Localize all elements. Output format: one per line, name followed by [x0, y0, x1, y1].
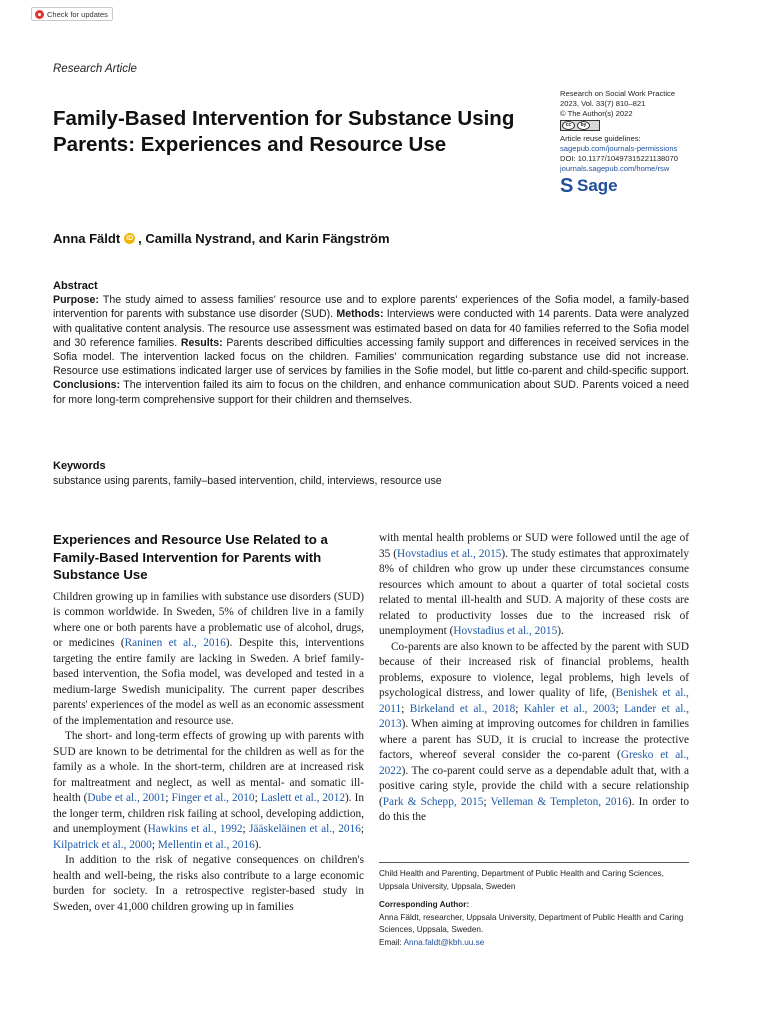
body-column-right	[379, 531, 689, 826]
corresponding-author-label: Corresponding Author:	[379, 900, 470, 909]
citation-link[interactable]: Mellentin et al., 2016	[157, 838, 255, 851]
author-list	[53, 231, 390, 246]
text: ).	[254, 838, 262, 851]
citation-link[interactable]: Jääskeläinen et al., 2016	[249, 823, 361, 835]
text: ;	[360, 823, 364, 835]
conclusions-text: The intervention failed its aim to focus on the children, and enhance communication about SUD. Parents voiced a need for more long-term comprehensive support for their children and themselves.	[53, 379, 689, 406]
text: ;	[483, 795, 491, 808]
citation-link[interactable]: Benishek et al., 2011	[379, 687, 690, 715]
body-paragraph	[379, 531, 689, 640]
purpose-label: Purpose:	[53, 294, 99, 307]
footnote	[379, 868, 689, 949]
crossmark-icon	[35, 10, 44, 19]
text: ;	[515, 702, 524, 715]
text: ). The co-parent could serve as a dependable adult that, with a positive caring style, provide the child with a secure relationship (	[379, 764, 689, 808]
email-line	[379, 937, 689, 950]
text: ). When aiming at improving outcomes for children in families where a parent has SUD, it is crucial to increase the protective factors, whereof several consider the co-parent (	[379, 718, 689, 761]
sage-s-icon: S	[560, 174, 574, 197]
footnote-divider	[379, 862, 689, 863]
text: ). In the longer term, children risk failing at school, developing addiction, and unemployment (	[53, 792, 364, 835]
text: ).	[557, 625, 564, 637]
citation-link[interactable]: Hovstadius et al., 2015	[397, 547, 502, 560]
text: ). The study estimates that approximately 8% of children who grow up under these circumstances consume resources which amount to about a quarter of total societal costs related to mental ill-health and SUD. A majority of these costs are related to productivity losses due to the increased risk of unemployment (	[379, 547, 689, 637]
text: with mental health problems or SUD were followed until the age of 35 (	[379, 532, 689, 560]
journal-issue: 2023, Vol. 33(7) 810–821	[560, 98, 646, 108]
check-for-updates-label: Check for updates	[47, 9, 108, 19]
methods-text: Interviews were conducted with 14 parents. Data were analyzed with qualitative content analysis. The resource use assessment was estimated based on data for 40 families referred to the Sofia model and 30 reference families.	[53, 308, 689, 349]
citation-link[interactable]: Finger et al., 2010	[171, 792, 255, 804]
citation-link[interactable]: Velleman & Templeton, 2016	[490, 795, 628, 808]
abstract-heading: Abstract	[53, 280, 98, 292]
text: ;	[401, 702, 410, 715]
article-type: Research Article	[53, 63, 137, 75]
citation-link[interactable]: Hawkins et al., 1992	[147, 823, 243, 835]
text: ;	[151, 838, 158, 851]
text: ;	[165, 792, 172, 804]
text: ;	[615, 702, 625, 715]
methods-label: Methods:	[336, 308, 384, 321]
doi[interactable]: DOI: 10.1177/10497315221138070	[560, 153, 678, 163]
citation-link[interactable]: Kahler et al., 2003	[523, 702, 616, 715]
results-text: Parents described difficulties accessing family support and differences in received services in the Sofia model. The intervention lacked focus on the children. Families' communication regarding substance use did not increase. Resource use estimations indicated larger use of services by families in the Sofie model, but little co-parent and child-specific support.	[53, 336, 689, 378]
citation-link[interactable]: Lander et al., 2013	[379, 702, 690, 730]
email-label: Email:	[379, 937, 404, 947]
journal-home-link[interactable]: journals.sagepub.com/home/rsw	[560, 163, 670, 173]
abstract-text	[53, 293, 689, 407]
citation-link[interactable]: Kilpatrick et al., 2000	[53, 838, 152, 851]
cc-license-icon[interactable]	[560, 120, 600, 131]
text: ). In order to do this the	[379, 795, 689, 823]
results-label: Results:	[180, 336, 223, 349]
copyright: © The Author(s) 2022	[560, 108, 633, 118]
body-paragraph	[53, 590, 364, 730]
sage-logo[interactable]	[560, 174, 740, 197]
sage-wordmark: Sage	[577, 176, 618, 196]
citation-link[interactable]: Hovstadius et al., 2015	[453, 625, 558, 637]
author-rest[interactable]: , Camilla Nystrand, and Karin Fängström	[138, 231, 390, 246]
section-title: Experiences and Resource Use Related to a Family-Based Intervention for Parents with Substance Use	[53, 532, 328, 582]
reuse-label: Article reuse guidelines:	[560, 134, 641, 144]
body-paragraph	[379, 640, 689, 826]
citation-link[interactable]: Dube et al., 2001	[87, 792, 166, 804]
orcid-icon[interactable]: iD	[126, 235, 134, 242]
text: ;	[242, 823, 250, 835]
abstract	[53, 279, 689, 407]
author-first[interactable]: Anna Fäldt	[53, 231, 121, 246]
text: ;	[254, 792, 261, 804]
body-paragraph: In addition to the risk of negative consequences on children's health and well-being, the risks also contribute to a large economic burden for society. In a retrospective register-based study in Sweden, over 41,000 children growing up in families	[53, 854, 364, 913]
email-link[interactable]: Anna.faldt@kbh.uu.se	[403, 937, 485, 947]
text: ). Despite this, interventions targeting the entire family are lacking in Sweden. A brief family-based intervention, the Sofia model, was developed and tested in a medium-large Swedish municipality. The current paper describes parents' experiences of the model as well as an economic assessment of the implementation and resource use.	[53, 637, 364, 727]
corresponding-author-text: Anna Fäldt, researcher, Uppsala University, Department of Public Health and Caring Sciences, Uppsala, Sweden.	[379, 912, 684, 934]
journal-info	[560, 89, 740, 195]
text: The short- and long-term effects of growing up with parents with SUD are known to be detrimental for the children as well as for the family as a whole. In the short-term, children are at increased risk for maltreatment and neglect, as well as mental- and somatic ill-health (	[53, 730, 364, 804]
check-for-updates-badge[interactable]	[31, 7, 113, 21]
text: Co-parents are also known to be affected by the parent with SUD because of their increased risk of financial problems, health problems, exposure to violence, legal problems, high levels of psychological distress, and lower quality of life, (	[379, 640, 689, 699]
citation-link[interactable]: Gresko et al., 2022	[379, 749, 690, 777]
citation-link[interactable]: Laslett et al., 2012	[260, 792, 345, 804]
affiliation: Child Health and Parenting, Department of Public Health and Caring Sciences, Uppsala University, Uppsala, Sweden	[379, 869, 664, 891]
journal-name: Research on Social Work Practice	[560, 89, 676, 98]
cc-icon: cc	[562, 121, 575, 130]
purpose-text: The study aimed to assess families' resource use and to explore parents' experiences of the Sofia model, a family-based intervention for parents with substance use disorder (SUD).	[53, 294, 689, 321]
body-column-left	[53, 531, 364, 915]
conclusions-label: Conclusions:	[53, 379, 121, 392]
keywords-text: substance using parents, family–based intervention, child, interviews, resource use	[53, 475, 442, 487]
body-paragraph	[53, 729, 364, 853]
keywords-heading: Keywords	[53, 460, 106, 472]
keywords	[53, 459, 689, 489]
text: Children growing up in families with substance use disorders (SUD) is common worldwide. In Sweden, 5% of children live in a family where one or both parents have a problematic use of alcohol, drugs, or medicines (	[53, 590, 364, 649]
by-icon: by	[577, 121, 590, 130]
citation-link[interactable]: Birkeland et al., 2018	[409, 702, 516, 715]
article-title: Family-Based Intervention for Substance Using Parents: Experiences and Resource Use	[53, 107, 515, 156]
reuse-link[interactable]: sagepub.com/journals-permissions	[560, 144, 678, 154]
citation-link[interactable]: Raninen et al., 2016	[124, 637, 226, 649]
citation-link[interactable]: Park & Schepp, 2015	[382, 795, 484, 808]
